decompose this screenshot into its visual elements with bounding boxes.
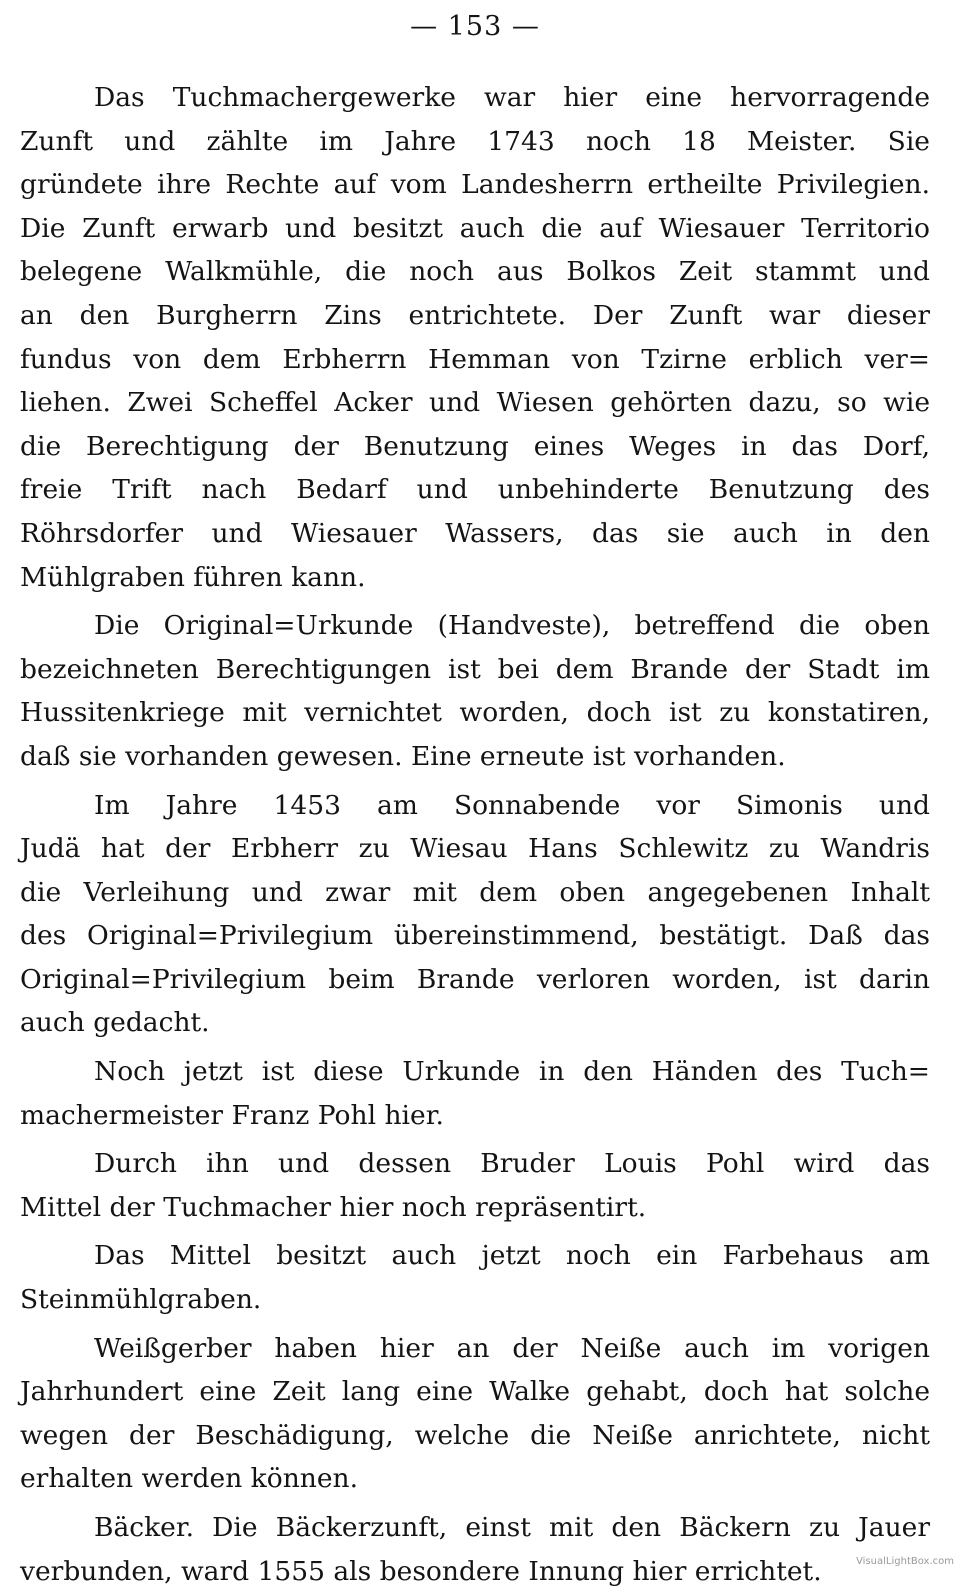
text-line: die Berechtigung der Benutzung eines Weges in das Dorf, [20, 430, 930, 462]
text-line: Das Mittel besitzt auch jetzt noch ein Farbehaus am [94, 1240, 930, 1272]
paragraph [20, 1327, 930, 1501]
text-line: Weißgerber haben hier an der Neiße auch im vorigen [94, 1332, 930, 1364]
text-line: erhalten werden können. [20, 1463, 359, 1495]
text-line: machermeister Franz Pohl hier. [20, 1099, 444, 1131]
text-line: liehen. Zwei Scheffel Acker und Wiesen gehörten dazu, so wie [20, 387, 930, 419]
text-line: verbunden, ward 1555 als besondere Innung hier errichtet. [20, 1555, 822, 1587]
text-line: Bäcker. Die Bäckerzunft, einst mit den Bäckern zu Jauer [94, 1512, 930, 1543]
paragraph [20, 604, 930, 778]
text-line: Die Zunft erwarb und besitzt auch die auf Wiesauer Territorio [20, 212, 930, 244]
paragraph [20, 1050, 930, 1137]
paragraph [20, 1142, 930, 1229]
text-line: belegene Walkmühle, die noch aus Bolkos Zeit stammt und [20, 256, 930, 288]
text-line: Im Jahre 1453 am Sonnabende vor Simonis und [94, 789, 930, 821]
text-line: Noch jetzt ist diese Urkunde in den Händen des Tuch= [94, 1056, 930, 1088]
text-line: Jahrhundert eine Zeit lang eine Walke gehabt, doch hat solche [20, 1376, 930, 1408]
text-line: Steinmühlgraben. [20, 1284, 262, 1316]
page-number: — 153 — [410, 11, 540, 42]
text-line: an den Burgherrn Zins entrichtete. Der Zunft war dieser [20, 299, 930, 331]
text-line: wegen der Beschädigung, welche die Neiße anrichtete, nicht [20, 1419, 930, 1451]
text-line: Das Tuchmachergewerke war hier eine hervorragende [94, 82, 930, 113]
text-line: Judä hat der Erbherr zu Wiesau Hans Schlewitz zu Wandris [20, 833, 930, 865]
text-line: Röhrsdorfer und Wiesauer Wassers, das sie auch in den [20, 517, 930, 549]
text-line: Mittel der Tuchmacher hier noch repräsentirt. [20, 1191, 647, 1223]
text-line: auch gedacht. [20, 1007, 210, 1039]
text-line: bezeichneten Berechtigungen ist bei dem Brande der Stadt im [20, 653, 930, 685]
text-line: des Original=Privilegium übereinstimmend, bestätigt. Daß das [20, 920, 930, 952]
text-line: freie Trift nach Bedarf und unbehinderte Benutzung des [20, 474, 930, 506]
text-line: Hussitenkriege mit vernichtet worden, doch ist zu konstatiren, [20, 697, 930, 729]
paragraph [20, 784, 930, 1046]
text-line: Die Original=Urkunde (Handveste), betreffend die oben [94, 610, 930, 642]
text-line: fundus von dem Erbherrn Hemman von Tzirne erblich ver= [20, 343, 930, 375]
text-line: Mühlgraben führen kann. [20, 561, 366, 593]
paragraph [20, 76, 930, 599]
text-line: Durch ihn und dessen Bruder Louis Pohl wird das [94, 1148, 930, 1180]
body-text [20, 76, 930, 1593]
text-line: gründete ihre Rechte auf vom Landesherrn ertheilte Privilegien. [20, 169, 930, 201]
text-line: daß sie vorhanden gewesen. Eine erneute ist vorhanden. [20, 740, 786, 772]
text-line: Original=Privilegium beim Brande verloren worden, ist darin [20, 963, 930, 995]
watermark: VisualLightBox.com [856, 1556, 954, 1567]
text-line: Zunft und zählte im Jahre 1743 noch 18 Meister. Sie [20, 125, 930, 157]
text-line: die Verleihung und zwar mit dem oben angegebenen Inhalt [20, 876, 930, 908]
paragraph [20, 1506, 930, 1593]
paragraph [20, 1234, 930, 1321]
